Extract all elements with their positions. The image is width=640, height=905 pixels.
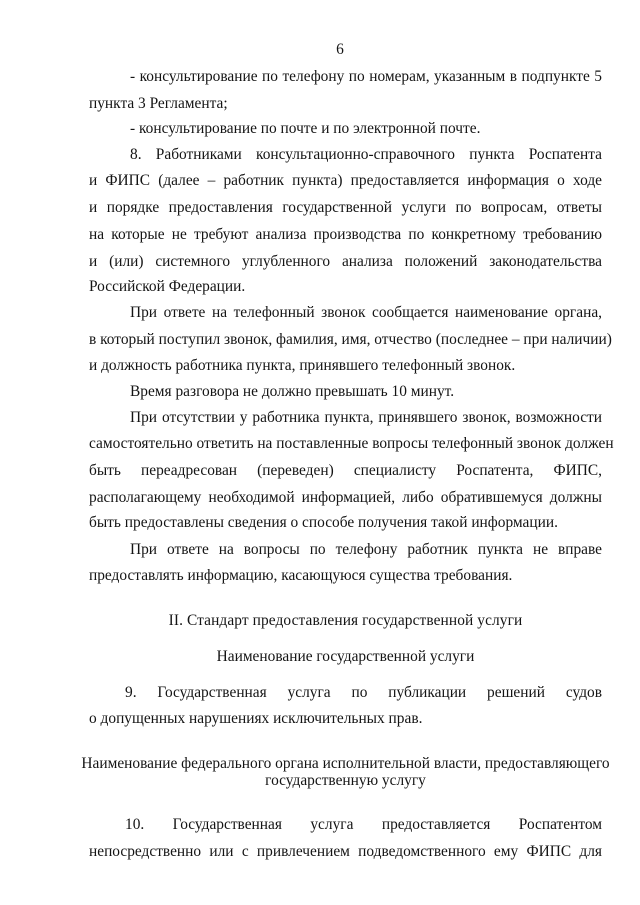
paragraph-line: и должность работника пункта, принявшего телефонный звонок. xyxy=(89,357,516,374)
paragraph-line: располагающему необходимой информацией, либо обратившемуся должны xyxy=(89,489,602,506)
paragraph-line: При ответе на вопросы по телефону работник пункта не вправе xyxy=(130,541,602,558)
paragraph-line: 9. Государственная услуга по публикации решений судов xyxy=(125,684,602,701)
paragraph-line: быть переадресован (переведен) специалисту Роспатента, ФИПС, xyxy=(89,462,602,479)
section-heading: II. Стандарт предоставления государственной услуги xyxy=(168,612,523,629)
paragraph-line: - консультирование по почте и по электронной почте. xyxy=(130,120,481,137)
subheading: государственную услугу xyxy=(265,772,426,789)
paragraph-line: Время разговора не должно превышать 10 минут. xyxy=(130,383,455,400)
paragraph-line: 10. Государственная услуга предоставляется Роспатентом xyxy=(125,816,602,833)
paragraph-line: самостоятельно ответить на поставленные вопросы телефонный звонок должен xyxy=(89,435,614,452)
subheading: Наименование федерального органа исполнительной власти, предоставляющего xyxy=(81,755,610,772)
paragraph-line: При ответе на телефонный звонок сообщается наименование органа, xyxy=(130,304,602,321)
paragraph-line: о допущенных нарушениях исключительных прав. xyxy=(89,710,423,727)
subheading: Наименование государственной услуги xyxy=(216,648,475,665)
paragraph-line: пункта 3 Регламента; xyxy=(89,95,228,112)
page-number: 6 xyxy=(336,41,344,58)
paragraph-line: Российской Федерации. xyxy=(89,278,246,295)
paragraph-line: и порядке предоставления государственной услуги по вопросам, ответы xyxy=(89,199,602,216)
paragraph-line: быть предоставлены сведения о способе получения такой информации. xyxy=(89,514,558,531)
paragraph-line: в который поступил звонок, фамилия, имя, отчество (последнее – при наличии) xyxy=(89,331,612,348)
paragraph-line: При отсутствии у работника пункта, принявшего звонок, возможности xyxy=(130,409,602,426)
paragraph-line: 8. Работниками консультационно-справочного пункта Роспатента xyxy=(130,146,602,163)
paragraph-line: и (или) системного углубленного анализа положений законодательства xyxy=(89,253,602,270)
paragraph-line: и ФИПС (далее – работник пункта) предоставляется информация о ходе xyxy=(89,172,602,189)
paragraph-line: - консультирование по телефону по номерам, указанным в подпункте 5 xyxy=(130,68,602,85)
paragraph-line: предоставлять информацию, касающуюся существа требования. xyxy=(89,567,513,584)
paragraph-line: непосредственно или с привлечением подведомственного ему ФИПС для xyxy=(89,843,602,860)
paragraph-line: на которые не требуют анализа производства по конкретному требованию xyxy=(89,226,602,243)
